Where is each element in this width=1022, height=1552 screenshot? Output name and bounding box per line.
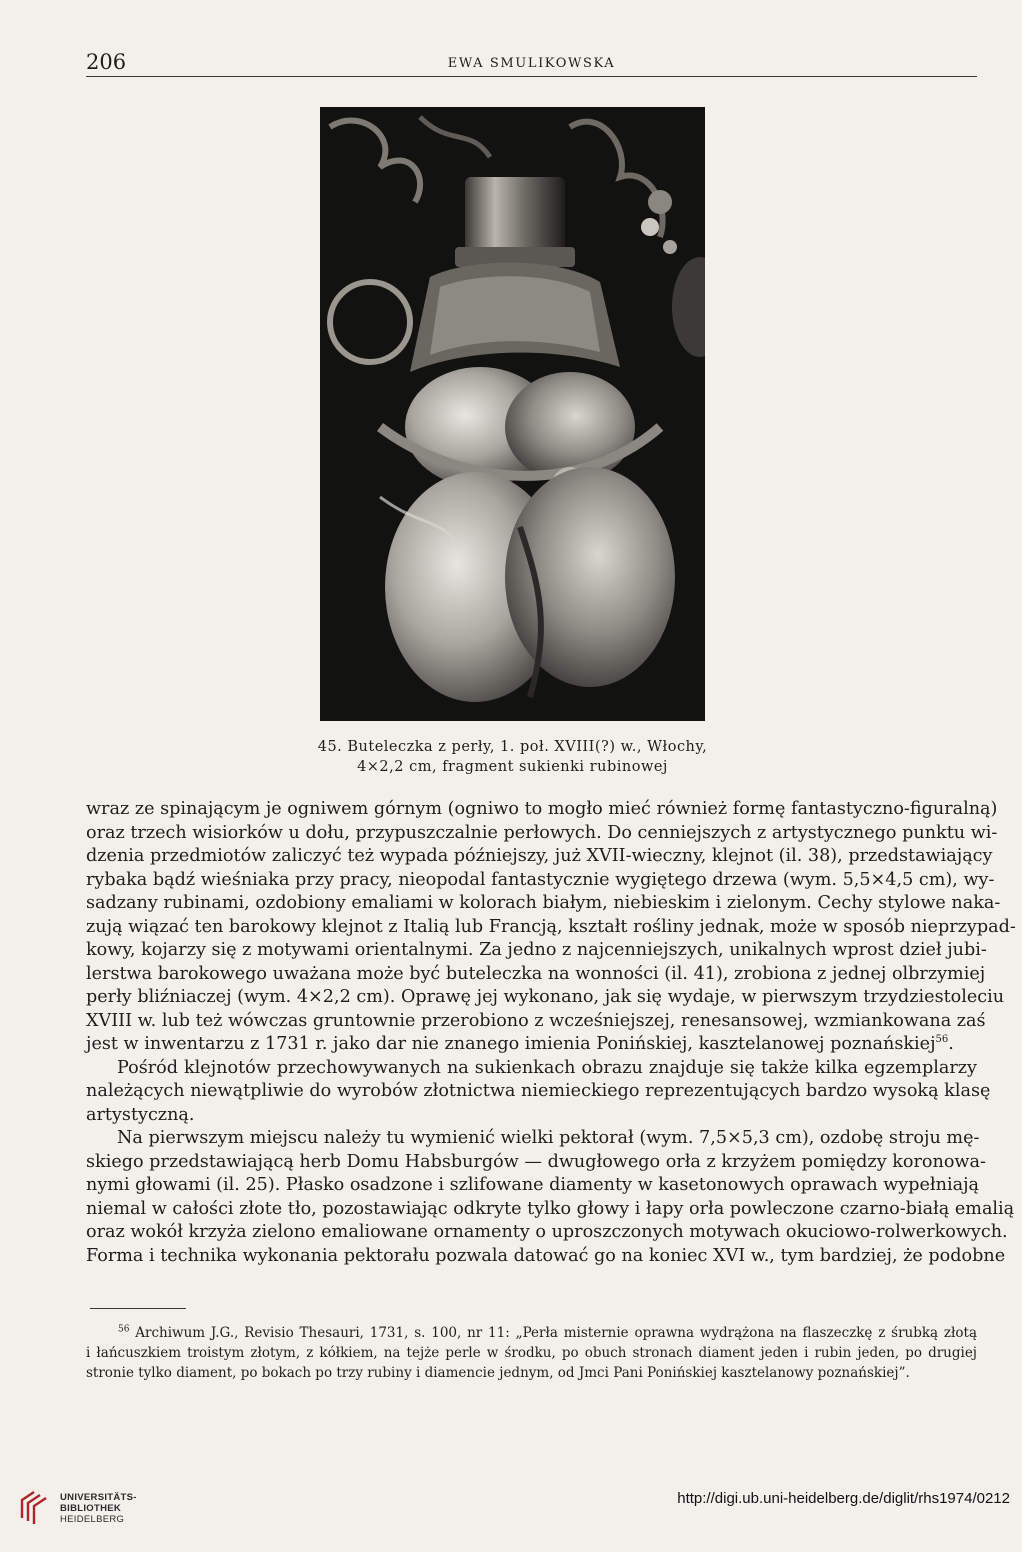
body-line-text: jest w inwentarzu z 1731 r. jako dar nie znanego imienia Ponińskiej, kasztelanowej poznańskiej (86, 1034, 936, 1054)
running-title: EWA SMULIKOWSKA (447, 56, 616, 71)
body-line: artystyczną. (86, 1104, 195, 1125)
header-rule (86, 76, 977, 77)
body-line: Pośród klejnotów przechowywanych na sukienkach obrazu znajduje się także kilka egzemplarzy (117, 1057, 977, 1078)
body-line: należących niewątpliwie do wyrobów złotnictwa niemieckiego reprezentujących bardzo wysoką klasę (86, 1081, 991, 1101)
body-line: perły bliźniaczej (wym. 4×2,2 cm). Oprawę jej wykonano, jak się wydaje, w pierwszym trzydziestoleciu (86, 987, 1005, 1007)
body-line: lerstwa barokowego uważana może być buteleczka na wonności (il. 41), zrobiona z jednej olbrzymiej (86, 963, 986, 984)
library-logo-icon (14, 1488, 50, 1524)
page-header (86, 50, 977, 80)
body-line: sadzany rubinami, ozdobiony emaliami w kolorach białym, niebieskim i zielonym. Cechy stylowe naka- (86, 893, 1001, 913)
body-line: oraz wokół krzyża zielono emaliowane ornamenty o uproszczonych motywach okuciowo-rolwerkowych. (86, 1222, 1008, 1242)
footnote-rule (90, 1308, 186, 1309)
footnote-line: stronie tylko diament, po bokach po trzy rubiny i diamencie jednym, od Jmci Pani Ponińskiej kasztelanowy poznańskiej”. (86, 1365, 910, 1381)
body-line: Na pierwszym miejscu należy tu wymienić wielki pektorał (wym. 7,5×5,3 cm), ozdobę stroju mę- (117, 1128, 980, 1148)
library-name (60, 1492, 137, 1525)
body-text (86, 798, 1016, 1268)
source-url-link[interactable]: http://digi.ub.uni-heidelberg.de/diglit/rhs1974/0212 (677, 1490, 1010, 1507)
figure-caption-line-2: 4×2,2 cm, fragment sukienki rubinowej (357, 759, 668, 775)
body-line: niemal w całości złote tło, pozostawiając odkryte tylko głowy i łapy orła powleczone czarno-białą emalią (86, 1198, 1015, 1219)
library-name-line-2: BIBLIOTHEK (60, 1503, 122, 1514)
body-line: skiego przedstawiającą herb Domu Habsburgów — dwugłowego orła z krzyżem pomiędzy koronowa- (86, 1151, 986, 1172)
page-number: 206 (86, 50, 127, 74)
figure-pearl-bottle-photo (320, 107, 705, 721)
footnote-line: i łańcuszkiem troistym złotym, z kółkiem, na tejże perle w środku, po obuch stronach diament jeden i rubin jeden, po drugiej (86, 1345, 977, 1361)
footnote-number: 56 (118, 1324, 130, 1335)
body-line-with-footnote: jest w inwentarzu z 1731 r. jako dar nie znanego imienia Ponińskiej, kasztelanowej poznańskiej$^{56}$. (86, 1034, 954, 1054)
body-line: nymi głowami (il. 25). Płasko osadzone i szlifowane diamenty w kasetonowych oprawach wypełniają (86, 1175, 980, 1195)
body-line: Forma i technika wykonania pektorału pozwala datować go na koniec XVI w., tym bardziej, że podobne (86, 1245, 1006, 1266)
body-line: oraz trzech wisiorków u dołu, przypuszczalnie perłowych. Do cenniejszych z artystycznego punktu wi- (86, 822, 998, 843)
footnote-reference: 56 (935, 1034, 949, 1046)
footnote-text: Archiwum J.G., Revisio Thesauri, 1731, s. 100, nr 11: „Perła misternie oprawna wydrążona na flaszeczkę z śrubką złotą (135, 1325, 977, 1341)
library-logo[interactable] (14, 1484, 204, 1548)
body-line: zują wiązać ten barokowy klejnot z Italią lub Francją, kształt rośliny jednak, może w sposób nieprzypad- (86, 916, 1016, 937)
body-line: XVIII w. lub też wówczas gruntownie przerobiono z wcześniejszej, renesansowej, wzmiankowana zaś (86, 1010, 986, 1031)
body-line: rybaka bądź wieśniaka przy pracy, nieopodal fantastycznie wygiętego drzewa (wym. 5,5×4,5 cm), wy- (86, 869, 995, 890)
figure-caption-line-1: 45. Buteleczka z perły, 1. poł. XVIII(?) w., Włochy, (317, 739, 708, 755)
body-line: dzenia przedmiotów zaliczyć też wypada późniejszy, już XVII-wieczny, klejnot (il. 38), przedstawiający (86, 846, 993, 866)
library-name-line-3: HEIDELBERG (60, 1514, 125, 1525)
body-line: wraz ze spinającym je ogniwem górnym (ogniwo to mogło mieć również formę fantastyczno-figuralną) (86, 799, 998, 819)
footnote-line (86, 1323, 977, 1343)
pearl-bottle-illustration (320, 107, 705, 721)
body-line: kowy, kojarzy się z motywami orientalnymi. Za jedno z najcenniejszych, unikalnych wprost dzieł jubi- (86, 940, 987, 960)
library-name-line-1: UNIVERSITÄTS- (60, 1492, 137, 1503)
footnote (86, 1323, 977, 1383)
